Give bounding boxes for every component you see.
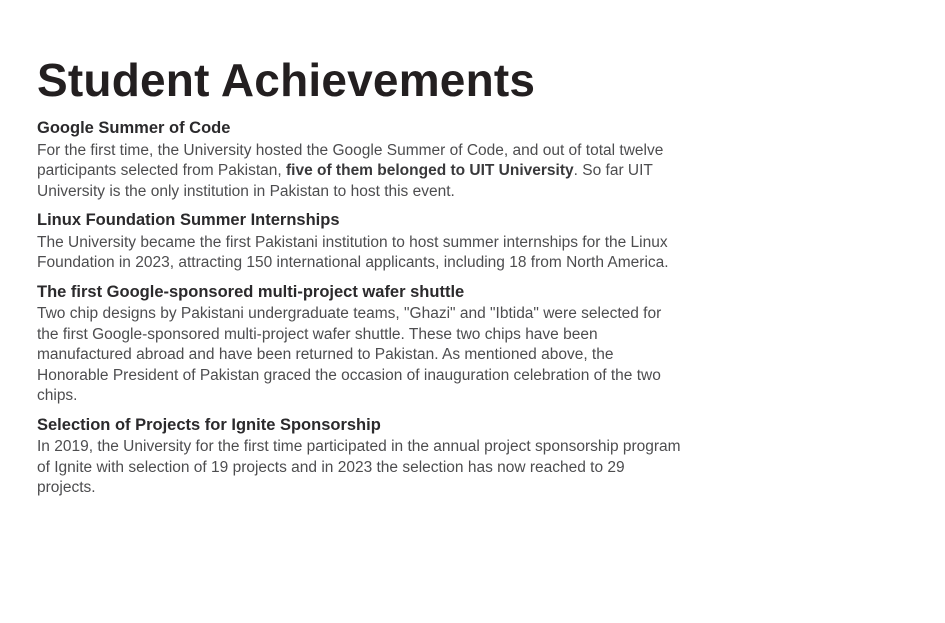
section-paragraph: The University became the first Pakistani institution to host summer internships for the Linux Foundation in 2023, attracting 150 international applicants, including 18 from North America. <box>37 233 669 271</box>
section-linux-foundation-internships <box>37 210 687 274</box>
page-title: Student Achievements <box>37 54 536 106</box>
paragraph-text: . So far UIT University is the only institution in Pakistan to host this event. <box>37 162 653 200</box>
section-heading: Linux Foundation Summer Internships <box>37 211 340 229</box>
section-paragraph: Two chip designs by Pakistani undergraduate teams, "Ghazi" and "Ibtida" were selected for the first Google-sponsored multi-project wafer shuttle. These two chips have been manufactured abroad and have been returned to Pakistan. As mentioned above, the Honorable President of Pakistan graced the occasion of inauguration celebration of the two chips. <box>37 305 662 404</box>
section-heading: Google Summer of Code <box>37 119 231 137</box>
section-heading: Selection of Projects for Ignite Sponsorship <box>37 415 381 434</box>
paragraph-text: For the first time, the University hosted the Google Summer of Code, and out of total twelve participants selected from Pakistan, <box>37 141 664 179</box>
document-content <box>37 118 687 499</box>
section-google-wafer-shuttle <box>37 282 687 407</box>
section-heading: The first Google-sponsored multi-project wafer shuttle <box>37 282 465 301</box>
section-google-summer-of-code <box>37 118 687 202</box>
paragraph-bold-text: five of them belonged to UIT University <box>285 162 574 179</box>
section-paragraph: In 2019, the University for the first time participated in the annual project sponsorship program of Ignite with selection of 19 projects and in 2023 the selection has now reached to 29 projects. <box>37 438 681 496</box>
section-paragraph <box>37 141 687 203</box>
section-ignite-sponsorship <box>37 415 687 499</box>
